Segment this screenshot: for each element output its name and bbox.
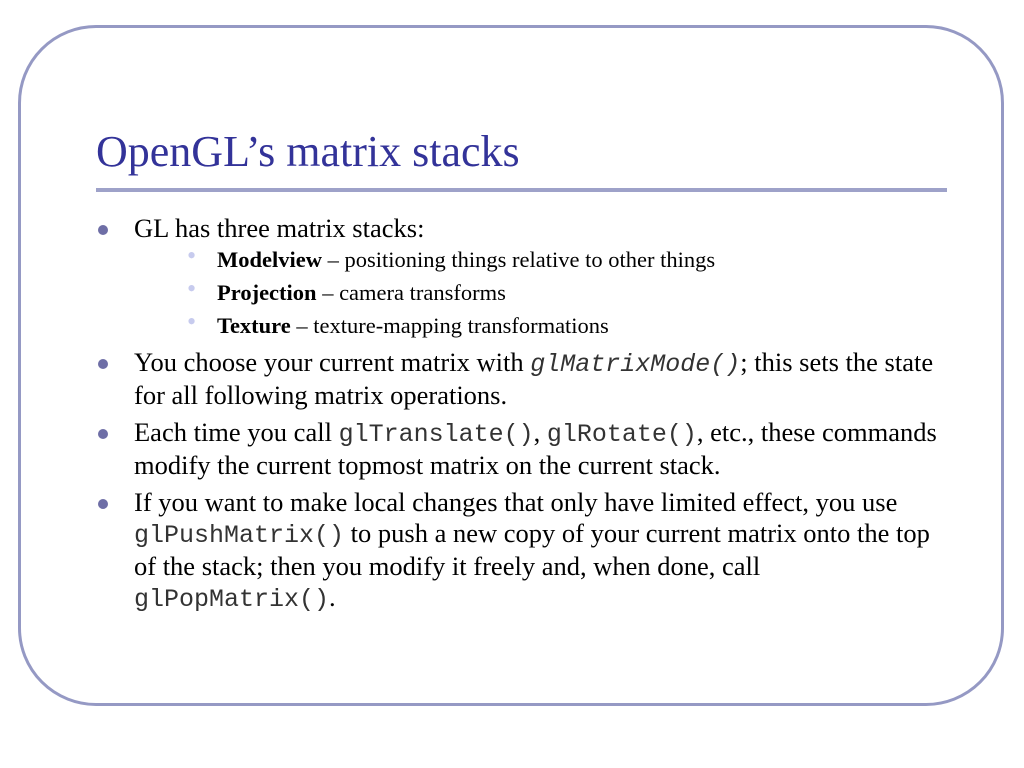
sub-bullet-dot-icon: • bbox=[187, 307, 197, 336]
code-snippet: glMatrixMode() bbox=[530, 350, 741, 379]
bullet-text: ; this sets the state for all following matrix operations. bbox=[134, 347, 934, 410]
sub-bullet-dot-icon: • bbox=[187, 274, 197, 303]
title-underline bbox=[96, 188, 947, 192]
bullet-item bbox=[96, 213, 946, 341]
sub-bullet-list bbox=[134, 241, 946, 341]
bullet-item bbox=[96, 417, 946, 481]
bullet-text: , etc., these commands modify the current topmost matrix on the current stack. bbox=[134, 417, 937, 480]
code-snippet: glRotate() bbox=[546, 420, 697, 449]
sub-bullet-item bbox=[134, 241, 946, 275]
sub-bullet-desc: – texture-mapping transformations bbox=[290, 313, 609, 338]
bullet-dot-icon bbox=[98, 499, 108, 509]
bullet-text: GL has three matrix stacks: bbox=[134, 213, 425, 243]
bullet-text: Each time you call bbox=[134, 417, 339, 447]
bullet-text: . bbox=[329, 582, 336, 612]
bullet-item bbox=[96, 487, 946, 615]
bullet-dot-icon bbox=[98, 225, 108, 235]
bullet-dot-icon bbox=[98, 359, 108, 369]
sub-bullet-desc: – positioning things relative to other things bbox=[321, 247, 716, 272]
sub-bullet-term: Projection bbox=[217, 280, 317, 305]
bullet-text: If you want to make local changes that only have limited effect, you use bbox=[134, 487, 898, 517]
slide-title: OpenGL’s matrix stacks bbox=[96, 127, 520, 176]
sub-bullet-item bbox=[134, 274, 946, 308]
sub-bullet-dot-icon: • bbox=[187, 241, 197, 270]
sub-bullet-item bbox=[134, 307, 946, 341]
sub-bullet-desc: – camera transforms bbox=[316, 280, 506, 305]
sub-bullet-term: Modelview bbox=[217, 247, 322, 272]
bullet-text: to push a new copy of your current matrix onto the top of the stack; then you modify it freely and, when done, call bbox=[134, 518, 930, 581]
slide-body bbox=[96, 213, 946, 621]
bullet-text: You choose your current matrix with bbox=[134, 347, 531, 377]
bullet-text: , bbox=[533, 417, 547, 447]
bullet-dot-icon bbox=[98, 429, 108, 439]
code-snippet: glTranslate() bbox=[338, 420, 534, 449]
code-snippet: glPushMatrix() bbox=[134, 521, 345, 550]
bullet-item bbox=[96, 347, 946, 411]
code-snippet: glPopMatrix() bbox=[134, 585, 330, 614]
sub-bullet-term: Texture bbox=[217, 313, 291, 338]
